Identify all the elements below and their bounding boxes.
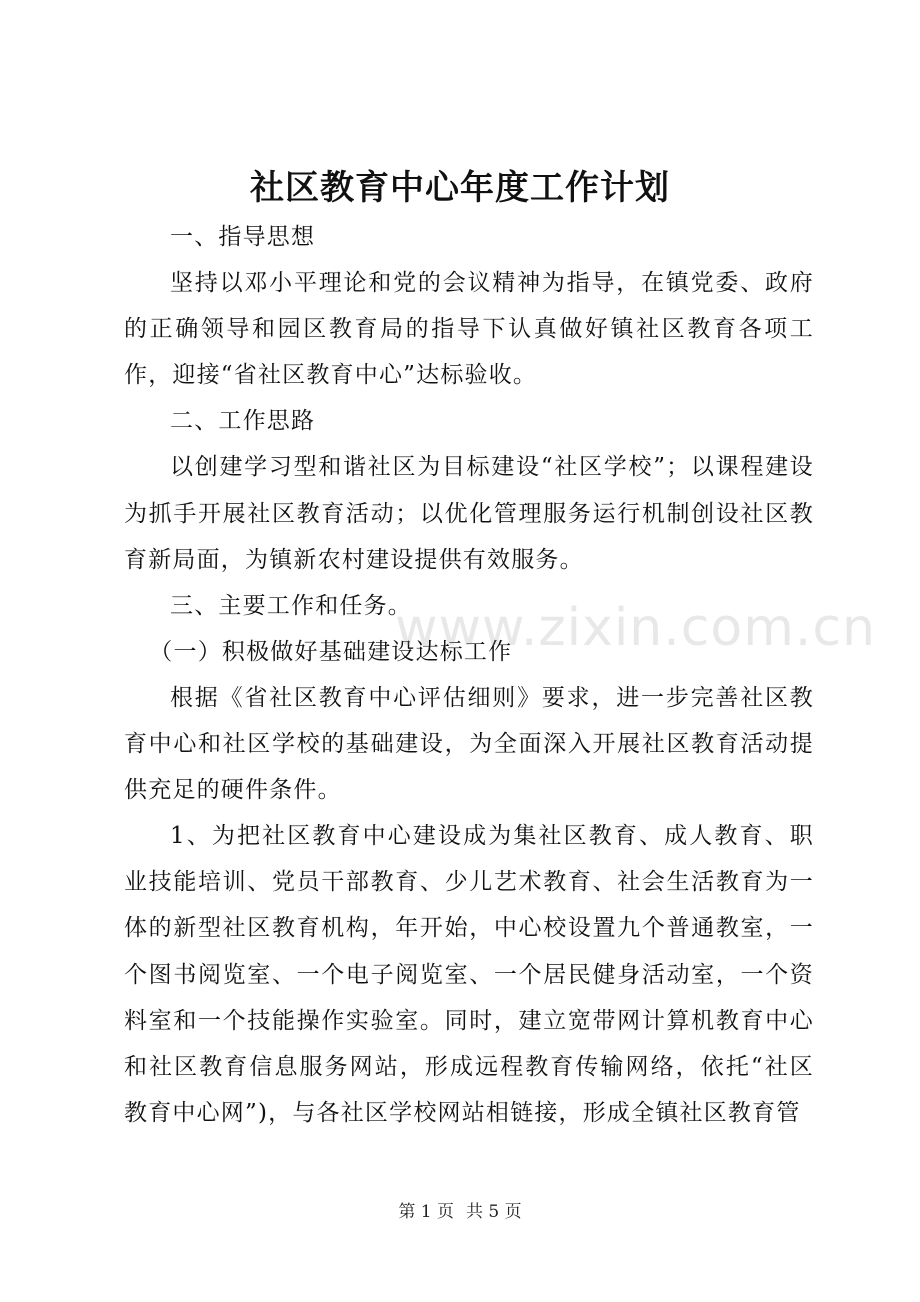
paragraph-infrastructure: 根据《省社区教育中心评估细则》要求，进一步完善社区教育中心和社区学校的基础建设，为全面深入开展社区教育活动提供充足的硬件条件。 — [124, 684, 814, 804]
document-body — [124, 214, 814, 1136]
subsection-heading-infrastructure: （一）积极做好基础建设达标工作 — [149, 638, 513, 665]
document-title: 社区教育中心年度工作计划 — [250, 168, 670, 208]
page-footer — [0, 1200, 920, 1224]
section-heading-main-tasks: 三、主要工作和任务。 — [170, 592, 412, 619]
paragraph-guiding-ideology: 坚持以邓小平理论和党的会议精神为指导，在镇党委、政府的正确领导和园区教育局的指导下认真做好镇社区教育各项工作，迎接“省社区教育中心”达标验收。 — [124, 270, 814, 389]
page-total: 共 5 页 — [466, 1202, 522, 1222]
page-number: 第 1 页 — [398, 1202, 454, 1222]
paragraph-work-approach: 以创建学习型和谐社区为目标建设“社区学校”；以课程建设为抓手开展社区教育活动；以优化管理服务运行机制创设社区教育新局面，为镇新农村建设提供有效服务。 — [124, 454, 814, 573]
paragraph-item-1: 1、为把社区教育中心建设成为集社区教育、成人教育、职业技能培训、党员干部教育、少儿艺术教育、社会生活教育为一体的新型社区教育机构，年开始，中心校设置九个普通教室，一个图书阅览室、一个电子阅览室、一个居民健身活动室，一个资料室和一个技能操作实验室。同时，建立宽带网计算机教育中心和社区教育信息服务网站，形成远程教育传输网络，依托“社区教育中心网”)，与各社区学校网站相链接，形成全镇社区教育管 — [124, 823, 814, 1126]
watermark: www.zixin.com.cn — [395, 598, 876, 658]
section-heading-guiding-ideology: 一、指导思想 — [170, 224, 316, 250]
section-heading-work-approach: 二、工作思路 — [170, 408, 316, 435]
